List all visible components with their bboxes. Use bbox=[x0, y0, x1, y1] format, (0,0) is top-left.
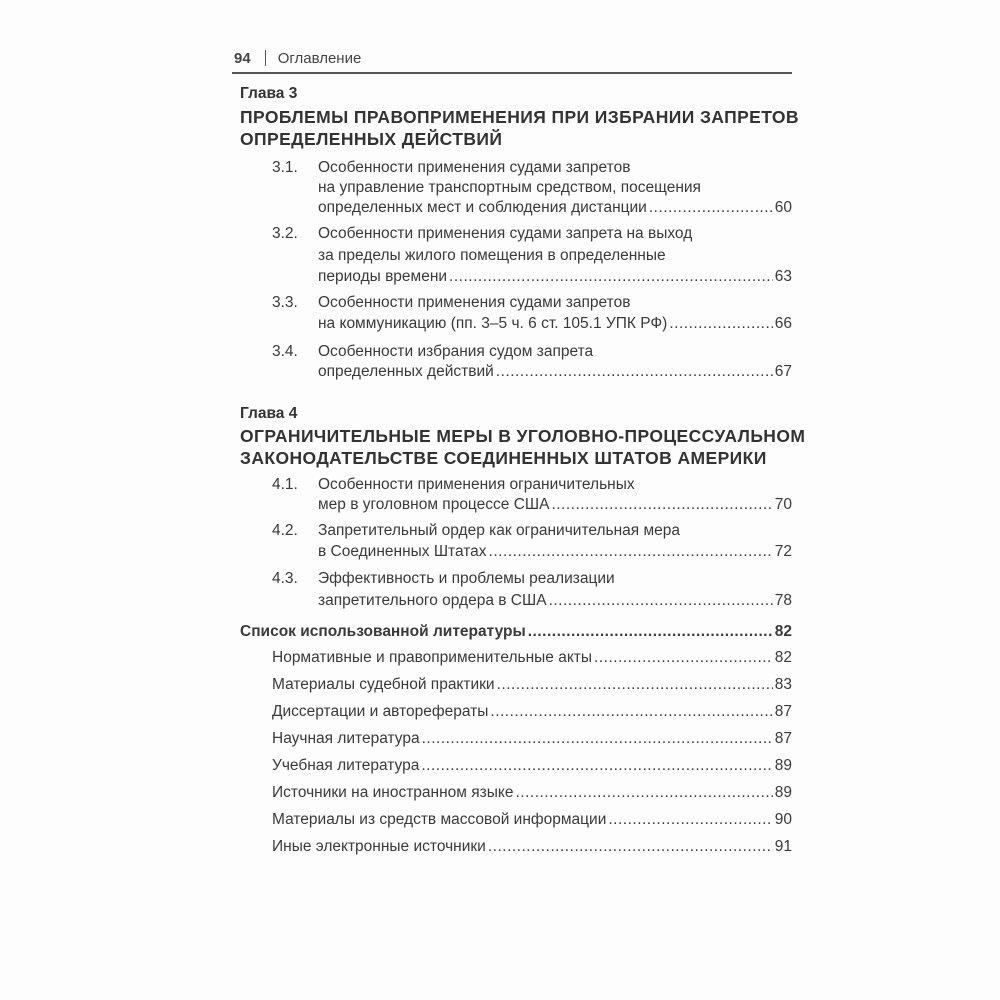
chapter-label: Глава 4 bbox=[240, 405, 298, 422]
dot-leader bbox=[490, 702, 772, 722]
running-title: Оглавление bbox=[277, 50, 362, 67]
page-ref: 63 bbox=[774, 268, 792, 285]
entry-text: Материалы из средств массовой информации bbox=[272, 811, 607, 828]
section-title-line: Особенности применения судами запрета на выход bbox=[318, 225, 693, 242]
entry-text: Список использованной литературы bbox=[240, 623, 526, 640]
toc-entry[interactable] bbox=[318, 542, 792, 562]
dot-leader bbox=[549, 591, 773, 611]
bibliography-subentry[interactable] bbox=[272, 756, 792, 776]
page-ref: 87 bbox=[774, 703, 792, 720]
bibliography-entry[interactable] bbox=[240, 622, 792, 642]
dot-leader bbox=[608, 810, 772, 830]
page-ref: 78 bbox=[774, 592, 792, 609]
bibliography-subentry[interactable] bbox=[272, 810, 792, 830]
page-ref: 89 bbox=[774, 757, 792, 774]
dot-leader bbox=[649, 198, 773, 218]
section-title-line: Эффективность и проблемы реализации bbox=[318, 570, 615, 587]
entry-text: Иные электронные источники bbox=[272, 838, 486, 855]
dot-leader bbox=[489, 542, 773, 562]
section-number: 3.2. bbox=[272, 225, 298, 242]
toc-entry[interactable] bbox=[318, 362, 792, 382]
section-title-line: Особенности применения судами запретов bbox=[318, 159, 631, 176]
bibliography-subentry[interactable] bbox=[272, 675, 792, 695]
entry-text: Материалы судебной практики bbox=[272, 676, 495, 693]
dot-leader bbox=[528, 622, 773, 642]
page-ref: 66 bbox=[774, 315, 792, 332]
entry-text: Нормативные и правоприменительные акты bbox=[272, 649, 593, 666]
page-ref: 82 bbox=[774, 623, 792, 640]
entry-text: мер в уголовном процессе США bbox=[318, 496, 550, 513]
section-number: 3.1. bbox=[272, 159, 298, 176]
page-number: 94 bbox=[234, 50, 251, 67]
section-title-line: Особенности применения судами запретов bbox=[318, 294, 631, 311]
dot-leader bbox=[422, 729, 773, 749]
header-rule bbox=[232, 72, 792, 74]
entry-text: на коммуникацию (пп. 3–5 ч. 6 ст. 105.1 УПК РФ) bbox=[318, 315, 668, 332]
dot-leader bbox=[594, 648, 773, 668]
dot-leader bbox=[669, 314, 772, 334]
section-number: 4.3. bbox=[272, 570, 298, 587]
page-ref: 87 bbox=[774, 730, 792, 747]
entry-text: периоды времени bbox=[318, 268, 448, 285]
bibliography-subentry[interactable] bbox=[272, 648, 792, 668]
section-title-line: на управление транспортным средством, посещения bbox=[318, 179, 701, 196]
bibliography-subentry[interactable] bbox=[272, 837, 792, 857]
dot-leader bbox=[488, 837, 773, 857]
bibliography-subentry[interactable] bbox=[272, 729, 792, 749]
entry-text: Источники на иностранном языке bbox=[272, 784, 514, 801]
section-number: 4.1. bbox=[272, 476, 298, 493]
toc-entry[interactable] bbox=[318, 495, 792, 515]
entry-text: Учебная литература bbox=[272, 757, 420, 774]
toc-entry[interactable] bbox=[318, 267, 792, 287]
dot-leader bbox=[421, 756, 772, 776]
section-number: 3.3. bbox=[272, 294, 298, 311]
toc-entry[interactable] bbox=[318, 591, 792, 611]
chapter-title: ОПРЕДЕЛЕННЫХ ДЕЙСТВИЙ bbox=[240, 129, 503, 149]
section-title-line: Особенности избрания судом запрета bbox=[318, 343, 594, 360]
page-ref: 89 bbox=[774, 784, 792, 801]
chapter-title: ОГРАНИЧИТЕЛЬНЫЕ МЕРЫ В УГОЛОВНО-ПРОЦЕССУАЛЬНОМ bbox=[240, 426, 806, 446]
page-ref: 83 bbox=[774, 676, 792, 693]
bibliography-subentry[interactable] bbox=[272, 783, 792, 803]
section-title-line: Особенности применения ограничительных bbox=[318, 476, 635, 493]
toc-entry[interactable] bbox=[318, 314, 792, 334]
entry-text: запретительного ордера в США bbox=[318, 592, 547, 609]
entry-text: определенных действий bbox=[318, 363, 494, 380]
page-ref: 82 bbox=[774, 649, 792, 666]
page-ref: 90 bbox=[774, 811, 792, 828]
section-number: 4.2. bbox=[272, 522, 298, 539]
entry-text: Научная литература bbox=[272, 730, 420, 747]
page-ref: 70 bbox=[774, 496, 792, 513]
dot-leader bbox=[497, 675, 773, 695]
entry-text: в Соединенных Штатах bbox=[318, 543, 487, 560]
dot-leader bbox=[449, 267, 773, 287]
page-ref: 72 bbox=[774, 543, 792, 560]
section-title-line: Запретительный ордер как ограничительная мера bbox=[318, 522, 680, 539]
chapter-label: Глава 3 bbox=[240, 85, 298, 102]
page-ref: 67 bbox=[774, 363, 792, 380]
dot-leader bbox=[515, 783, 772, 803]
section-title-line: за пределы жилого помещения в определенные bbox=[318, 247, 666, 264]
dot-leader bbox=[496, 362, 773, 382]
chapter-title: ПРОБЛЕМЫ ПРАВОПРИМЕНЕНИЯ ПРИ ИЗБРАНИИ ЗАПРЕТОВ bbox=[240, 107, 799, 127]
entry-text: определенных мест и соблюдения дистанции bbox=[318, 199, 647, 216]
page-ref: 91 bbox=[774, 838, 792, 855]
running-header bbox=[234, 50, 361, 67]
dot-leader bbox=[551, 495, 772, 515]
section-number: 3.4. bbox=[272, 343, 298, 360]
bibliography-subentry[interactable] bbox=[272, 702, 792, 722]
toc-entry[interactable] bbox=[318, 198, 792, 218]
page-ref: 60 bbox=[774, 199, 792, 216]
header-separator bbox=[265, 50, 266, 66]
entry-text: Диссертации и авторефераты bbox=[272, 703, 489, 720]
chapter-title: ЗАКОНОДАТЕЛЬСТВЕ СОЕДИНЕННЫХ ШТАТОВ АМЕРИКИ bbox=[240, 448, 767, 468]
